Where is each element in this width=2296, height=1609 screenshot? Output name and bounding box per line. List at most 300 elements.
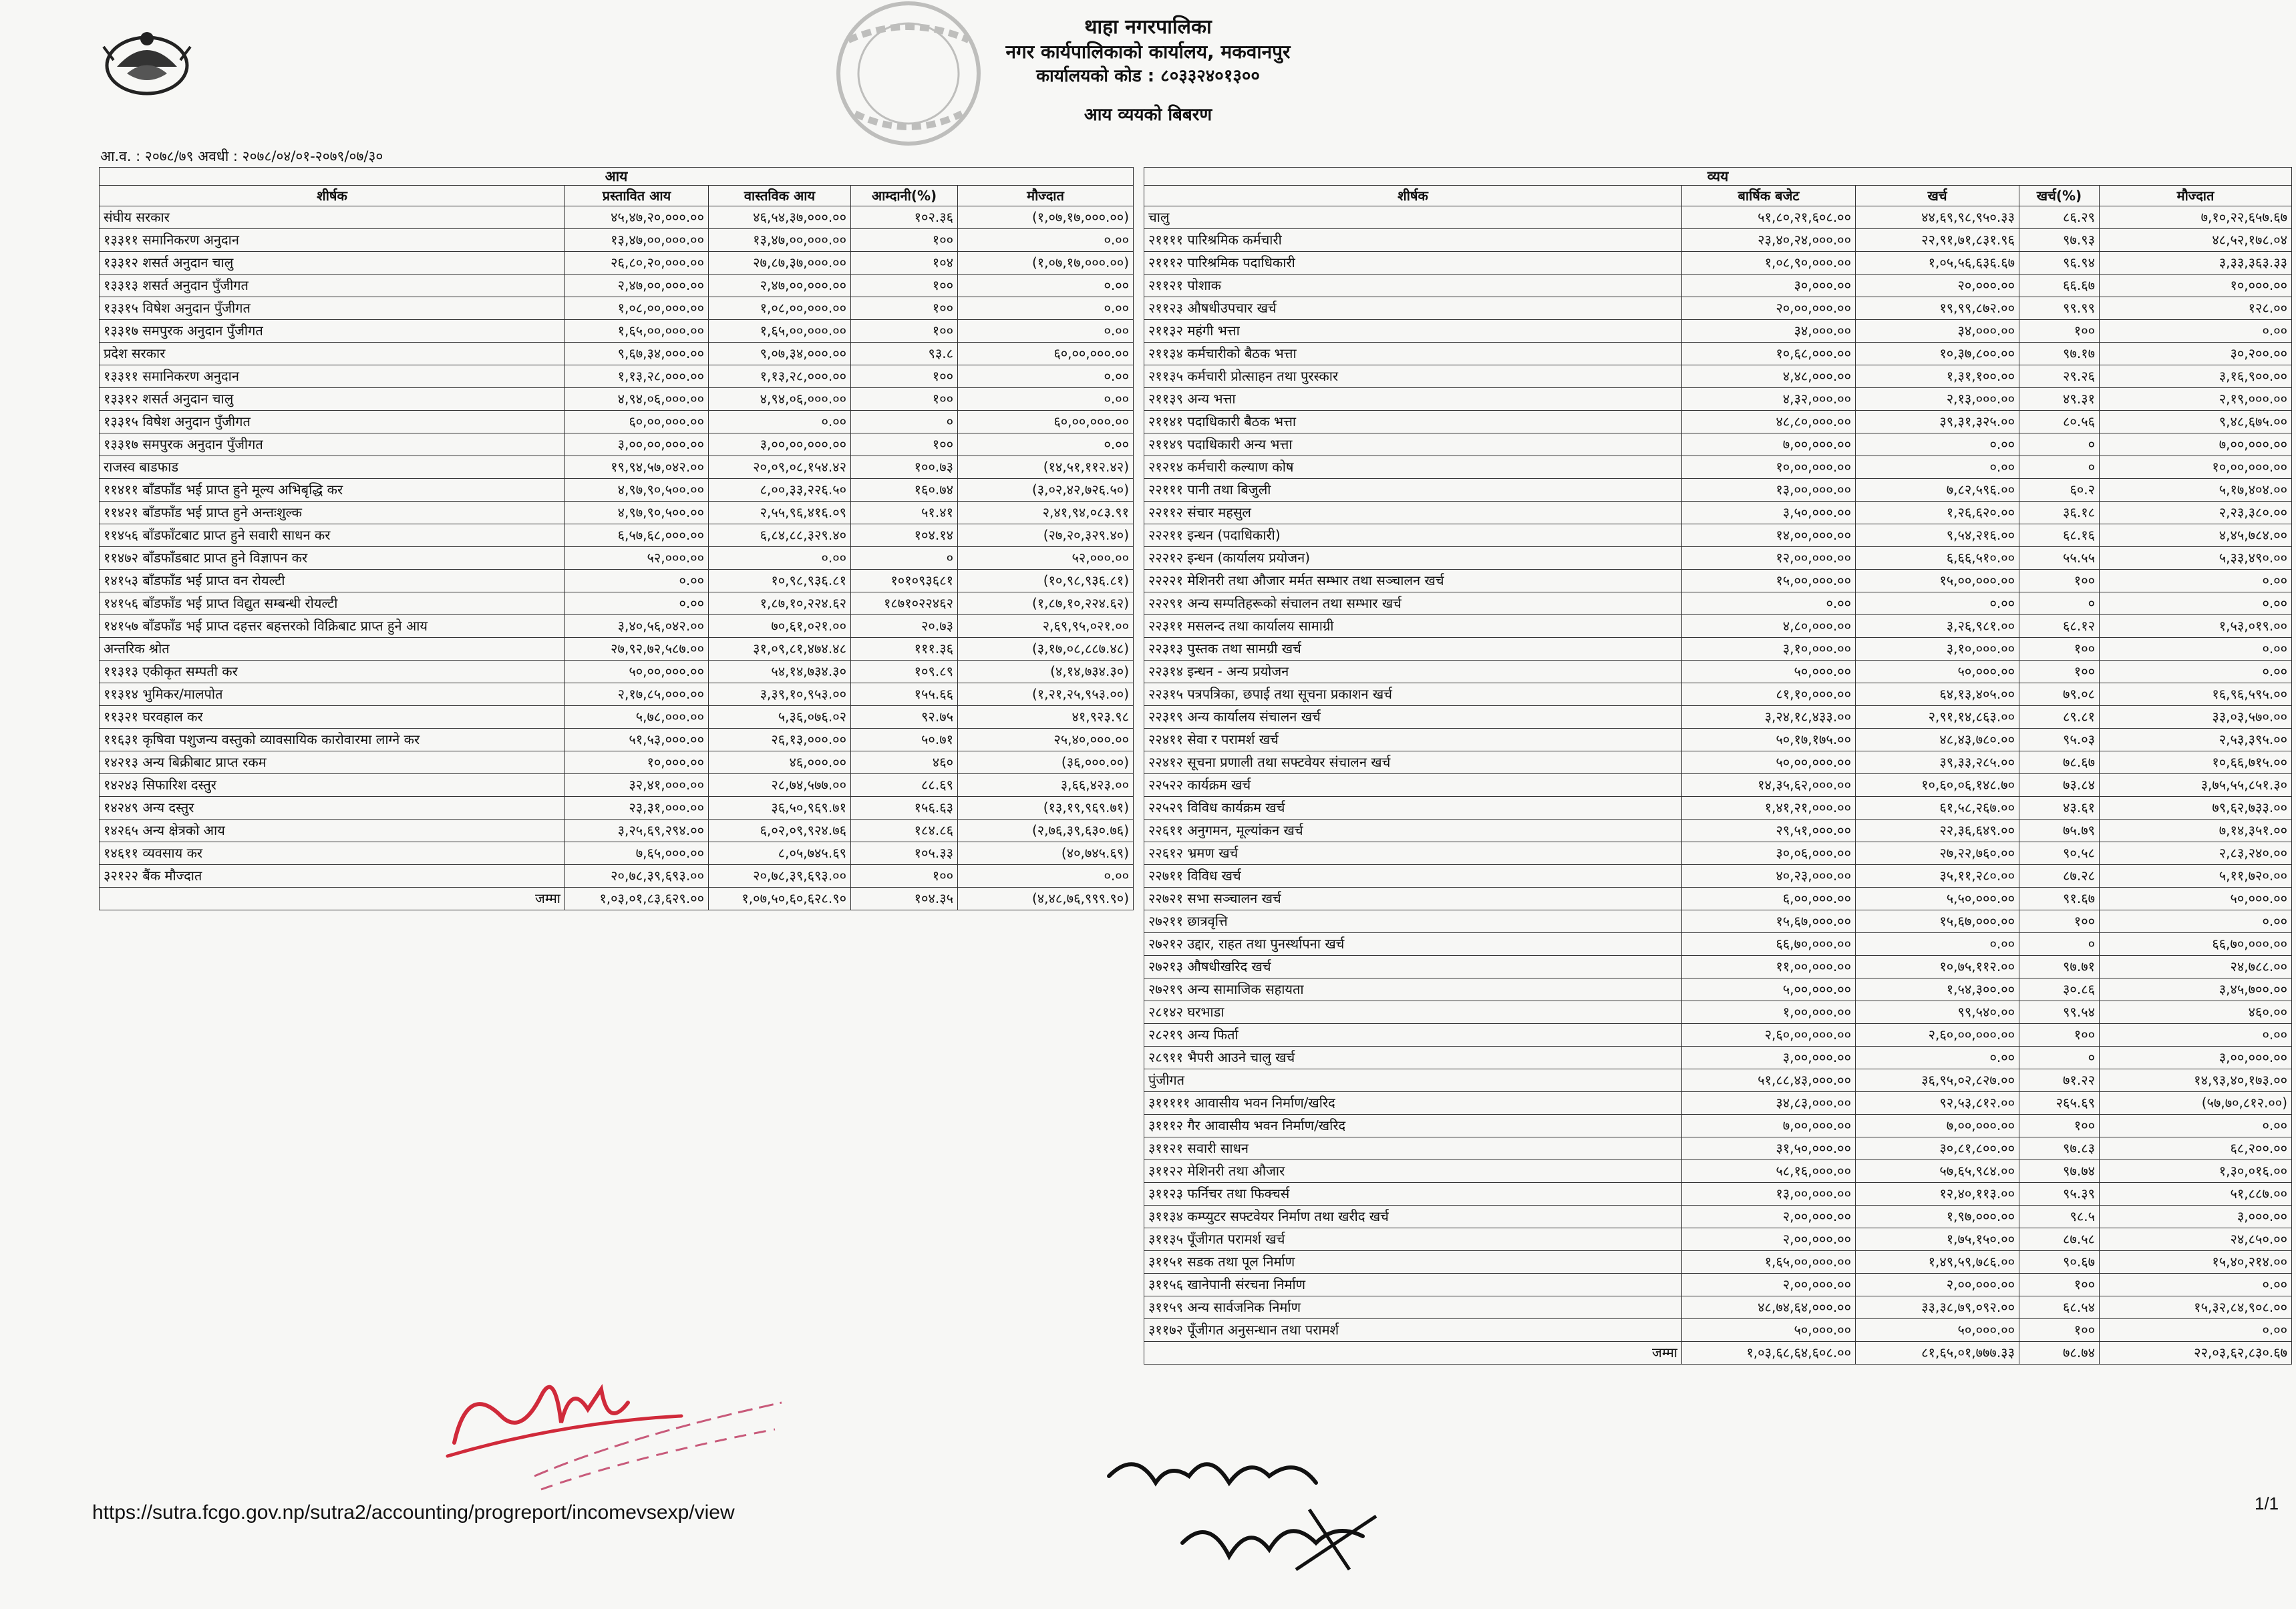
row-value: ९५.०३ — [2019, 729, 2100, 751]
row-value: २०,७८,३९,६९३.०० — [565, 865, 709, 888]
table-row — [100, 661, 1134, 683]
row-value: १११.३६ — [851, 638, 958, 661]
row-value: ०.०० — [1856, 933, 2019, 956]
row-title: २२३१४ इन्धन - अन्य प्रयोजन — [1144, 661, 1682, 683]
row-value: ९९.५४ — [2019, 1001, 2100, 1024]
total-cell: १०४.३५ — [851, 888, 958, 910]
table-row — [100, 365, 1134, 388]
row-value: १२,४०,११३.०० — [1856, 1183, 2019, 1206]
row-value: १०० — [851, 433, 958, 456]
row-value: २२,३६,६४९.०० — [1856, 820, 2019, 842]
table-row — [100, 297, 1134, 320]
table-row — [1144, 842, 2292, 865]
row-value: १५५.६६ — [851, 683, 958, 706]
row-value: ०.०० — [565, 592, 709, 615]
row-title: २२२१२ इन्धन (कार्यालय प्रयोजन) — [1144, 547, 1682, 570]
row-value: २,५५,९६,४१६.०९ — [709, 502, 851, 524]
table-row — [100, 865, 1134, 888]
row-value: २९,५१,०००.०० — [1682, 820, 1856, 842]
row-value: २,००,०००.०० — [1856, 1274, 2019, 1296]
row-value: १,२६,६२०.०० — [1856, 502, 2019, 524]
row-value: ३,२४,१८,४३३.०० — [1682, 706, 1856, 729]
row-title: २११४९ पदाधिकारी अन्य भत्ता — [1144, 433, 1682, 456]
row-value: १८७१०२२४६२ — [851, 592, 958, 615]
row-value: ०.०० — [1856, 456, 2019, 479]
row-value: ३,५०,०००.०० — [1682, 502, 1856, 524]
row-value: १६,९६,५९५.०० — [2100, 683, 2292, 706]
row-value: ३,२६,९८१.०० — [1856, 615, 2019, 638]
row-value: ४८,४३,७८०.०० — [1856, 729, 2019, 751]
table-row — [1144, 456, 2292, 479]
income-header-row — [100, 186, 1134, 206]
row-value: ३,१०,०००.०० — [1682, 638, 1856, 661]
row-value: ९,४८,६७५.०० — [2100, 411, 2292, 433]
row-value: १,८७,१०,२२४.६२ — [709, 592, 851, 615]
row-value: ९५.३९ — [2019, 1183, 2100, 1206]
row-value: १३,४७,००,०००.०० — [709, 229, 851, 252]
row-value: ० — [2019, 433, 2100, 456]
row-value: १०० — [2019, 638, 2100, 661]
row-value: ७,००,०००.०० — [1856, 1115, 2019, 1137]
row-value: २०,००,०००.०० — [1682, 297, 1856, 320]
table-row — [100, 729, 1134, 751]
row-value: ५१,५३,०००.०० — [565, 729, 709, 751]
row-value: १,६५,००,०००.०० — [565, 320, 709, 343]
table-row — [1144, 1274, 2292, 1296]
row-value: ७८.६७ — [2019, 751, 2100, 774]
row-value: ३,६६,४२३.०० — [958, 774, 1134, 797]
row-value: १,१३,२८,०००.०० — [709, 365, 851, 388]
row-value: १०० — [2019, 1024, 2100, 1047]
row-value: २,००,०००.०० — [1682, 1228, 1856, 1251]
column-header: प्रस्तावित आय — [565, 186, 709, 206]
row-value: ६,०२,०९,९२४.७६ — [709, 820, 851, 842]
row-value: ४,४५,७८४.०० — [2100, 524, 2292, 547]
row-title: ११३१४ भुमिकर/मालपोत — [100, 683, 565, 706]
row-value: ५४,१४,७३४.३० — [709, 661, 851, 683]
table-row — [1144, 524, 2292, 547]
row-title: २१११२ पारिश्रमिक पदाधिकारी — [1144, 252, 1682, 275]
row-value: ११,००,०००.०० — [1682, 956, 1856, 978]
row-value: १५,३२,८४,९०८.०० — [2100, 1296, 2292, 1319]
row-title: २२७११ विविध खर्च — [1144, 865, 1682, 888]
row-value: १३,००,०००.०० — [1682, 1183, 1856, 1206]
row-value: ३,४०,५६,०४२.०० — [565, 615, 709, 638]
row-value: ०.०० — [2100, 1319, 2292, 1342]
row-value: १०,००,०००.०० — [2100, 456, 2292, 479]
row-value: ३,७५,५५,८५१.३० — [2100, 774, 2292, 797]
row-value: १०० — [851, 297, 958, 320]
row-value: ५०,०००.०० — [1682, 1319, 1856, 1342]
total-cell: २२,०३,६२,८३०.६७ — [2100, 1342, 2292, 1365]
row-title: ३११२१ सवारी साधन — [1144, 1137, 1682, 1160]
table-row — [100, 683, 1134, 706]
table-row — [1144, 1183, 2292, 1206]
row-title: २११३२ महंगी भत्ता — [1144, 320, 1682, 343]
table-row — [1144, 297, 2292, 320]
row-value: ० — [2019, 456, 2100, 479]
row-title: ३११७२ पूँजीगत अनुसन्धान तथा परामर्श — [1144, 1319, 1682, 1342]
row-value: ०.०० — [709, 411, 851, 433]
row-value: ३०,२००.०० — [2100, 343, 2292, 365]
table-row — [1144, 729, 2292, 751]
row-value: ३,००,०००.०० — [1682, 1047, 1856, 1069]
row-value: ६६.६७ — [2019, 275, 2100, 297]
row-value: ३०,८१,८००.०० — [1856, 1137, 2019, 1160]
row-value: २,९१,१४,८६३.०० — [1856, 706, 2019, 729]
table-row — [100, 502, 1134, 524]
income-total-row — [100, 888, 1134, 910]
row-value: ७,१४,३५१.०० — [2100, 820, 2292, 842]
table-row — [1144, 1206, 2292, 1228]
row-value: ० — [2019, 933, 2100, 956]
table-row — [100, 592, 1134, 615]
row-value: २६,८०,२०,०००.०० — [565, 252, 709, 275]
row-title: १४२१३ अन्य बिक्रीबाट प्राप्त रकम — [100, 751, 565, 774]
row-value: ५,३६,०७६.०२ — [709, 706, 851, 729]
table-row — [100, 570, 1134, 592]
row-value: ४५,४७,२०,०००.०० — [565, 206, 709, 229]
row-value: (२७,२०,३२९.४०) — [958, 524, 1134, 547]
row-title: ३११५१ सडक तथा पूल निर्माण — [1144, 1251, 1682, 1274]
row-title: ११४७२ बाँडफाँडबाट प्राप्त हुने विज्ञापन कर — [100, 547, 565, 570]
row-value: १०,७५,११२.०० — [1856, 956, 2019, 978]
row-value: ०.०० — [2100, 1274, 2292, 1296]
row-value: ९३.८ — [851, 343, 958, 365]
row-value: ८,००,३३,२२६.५० — [709, 479, 851, 502]
row-title: ११४५६ बाँडफाँटबाट प्राप्त हुने सवारी साधन कर — [100, 524, 565, 547]
row-value: ०.०० — [958, 865, 1134, 888]
row-value: १०० — [851, 388, 958, 411]
row-value: १०० — [851, 275, 958, 297]
row-value: १०४ — [851, 252, 958, 275]
row-title: ११४२१ बाँडफाँड भई प्राप्त हुने अन्तःशुल्क — [100, 502, 565, 524]
table-row — [100, 411, 1134, 433]
row-value: ६४,१३,४०५.०० — [1856, 683, 2019, 706]
row-value: ०.०० — [2100, 1115, 2292, 1137]
row-value: २२,९१,७१,८३१.९६ — [1856, 229, 2019, 252]
row-value: ५५.५५ — [2019, 547, 2100, 570]
row-value: ३,१६,९००.०० — [2100, 365, 2292, 388]
row-value: ५०,०००.०० — [1856, 661, 2019, 683]
expense-total-row — [1144, 1342, 2292, 1365]
total-cell: १,०७,५०,६०,६२८.९० — [709, 888, 851, 910]
row-title: २२६१२ भ्रमण खर्च — [1144, 842, 1682, 865]
row-value: ६८.१२ — [2019, 615, 2100, 638]
row-value: (३,१७,०८,८८७.४८) — [958, 638, 1134, 661]
row-value: ५,३३,४९०.०० — [2100, 547, 2292, 570]
row-title: २८१४२ घरभाडा — [1144, 1001, 1682, 1024]
row-title: १४२६५ अन्य क्षेत्रको आय — [100, 820, 565, 842]
row-value: ३१,५०,०००.०० — [1682, 1137, 1856, 1160]
row-value: २,६०,००,०००.०० — [1682, 1024, 1856, 1047]
table-row — [100, 638, 1134, 661]
table-row — [100, 275, 1134, 297]
row-value: ० — [2019, 1047, 2100, 1069]
row-value: १५,४०,२१४.०० — [2100, 1251, 2292, 1274]
row-title: २११३५ कर्मचारी प्रोत्साहन तथा पुरस्कार — [1144, 365, 1682, 388]
row-title: २२१११ पानी तथा बिजुली — [1144, 479, 1682, 502]
row-value: ०.०० — [2100, 592, 2292, 615]
municipality-name: थाहा नगरपालिका — [1084, 15, 1212, 39]
row-value: १०० — [2019, 1319, 2100, 1342]
row-value: २९.२६ — [2019, 365, 2100, 388]
table-row — [1144, 365, 2292, 388]
total-cell: ७८.७४ — [2019, 1342, 2100, 1365]
row-value: (५७,७०,८१२.००) — [2100, 1092, 2292, 1115]
table-row — [100, 524, 1134, 547]
row-value: १०,६८,०००.०० — [1682, 343, 1856, 365]
row-value: ० — [2019, 592, 2100, 615]
row-value: ४,४८,०००.०० — [1682, 365, 1856, 388]
accountant-signature-icon — [428, 1343, 802, 1496]
table-row — [100, 206, 1134, 229]
table-row — [1144, 1160, 2292, 1183]
certification-signature-icon — [1096, 1436, 1396, 1603]
row-value: ८८.६९ — [851, 774, 958, 797]
row-value: ०.०० — [1856, 592, 2019, 615]
row-title: १३३१३ शसर्त अनुदान पुँजीगत — [100, 275, 565, 297]
row-title: २२२११ इन्धन (पदाधिकारी) — [1144, 524, 1682, 547]
table-row — [1144, 1228, 2292, 1251]
table-row — [1144, 774, 2292, 797]
row-value: २,२३,३८०.०० — [2100, 502, 2292, 524]
table-row — [1144, 797, 2292, 820]
row-title: २२३१९ अन्य कार्यालय संचालन खर्च — [1144, 706, 1682, 729]
row-value: ९८.५ — [2019, 1206, 2100, 1228]
row-value: ०.०० — [958, 320, 1134, 343]
row-value: ४८,५२,१७८.०४ — [2100, 229, 2292, 252]
table-row — [1144, 820, 2292, 842]
row-title: ३१११२ गैर आवासीय भवन निर्माण/खरिद — [1144, 1115, 1682, 1137]
row-value: २३,३१,०००.०० — [565, 797, 709, 820]
row-value: ४६०.०० — [2100, 1001, 2292, 1024]
row-value: २,८३,२४०.०० — [2100, 842, 2292, 865]
row-value: १,३१,१००.०० — [1856, 365, 2019, 388]
total-cell: १,०३,०१,८३,६२९.०० — [565, 888, 709, 910]
total-label: जम्मा — [100, 888, 565, 910]
expense-table — [1144, 167, 2292, 1365]
table-row — [1144, 1047, 2292, 1069]
row-title: २२४१२ सूचना प्रणाली तथा सफ्टवेयर संचालन खर्च — [1144, 751, 1682, 774]
row-value: ५१,८८,४३,०००.०० — [1682, 1069, 1856, 1092]
row-value: २,१७,८५,०००.०० — [565, 683, 709, 706]
row-title: ३११२३ फर्निचर तथा फिक्चर्स — [1144, 1183, 1682, 1206]
row-value: ४८,७४,६४,०००.०० — [1682, 1296, 1856, 1319]
row-title: ३११३४ कम्प्युटर सफ्टवेयर निर्माण तथा खरीद खर्च — [1144, 1206, 1682, 1228]
row-value: ८,०५,७४५.६९ — [709, 842, 851, 865]
table-row — [100, 547, 1134, 570]
table-row — [1144, 978, 2292, 1001]
row-value: १०० — [851, 320, 958, 343]
row-title: १४१५३ बाँडफाँड भई प्राप्त वन रोयल्टी — [100, 570, 565, 592]
row-value: १४,९३,४०,१७३.०० — [2100, 1069, 2292, 1092]
row-value: ०.०० — [2100, 638, 2292, 661]
table-row — [100, 388, 1134, 411]
row-value: ३४,८३,०००.०० — [1682, 1092, 1856, 1115]
row-title: २२७२१ सभा सञ्चालन खर्च — [1144, 888, 1682, 910]
column-header: शीर्षक — [100, 186, 565, 206]
row-value: (१,२१,२५,९५३.००) — [958, 683, 1134, 706]
income-table — [99, 167, 1134, 910]
row-value: ३९,३३,२८५.०० — [1856, 751, 2019, 774]
row-value: ३१,०९,८१,४७४.४८ — [709, 638, 851, 661]
row-value: २६,१३,०००.०० — [709, 729, 851, 751]
row-value: ५,११,७२०.०० — [2100, 865, 2292, 888]
row-title: राजस्व बाडफाड — [100, 456, 565, 479]
row-value: ५०,१७,१७५.०० — [1682, 729, 1856, 751]
row-value: ३३,३८,७९,०९२.०० — [1856, 1296, 2019, 1319]
income-section-title: आय — [100, 168, 1134, 186]
row-value: (१०,९८,९३६.८१) — [958, 570, 1134, 592]
row-value: ९,५४,२१६.०० — [1856, 524, 2019, 547]
table-row — [1144, 1069, 2292, 1092]
table-row — [1144, 1251, 2292, 1274]
row-value: ५०,००,०००.०० — [565, 661, 709, 683]
table-row — [1144, 229, 2292, 252]
row-value: ५०.७१ — [851, 729, 958, 751]
row-value: २,६९,९५,०२१.०० — [958, 615, 1134, 638]
row-title: २१२१४ कर्मचारी कल्याण कोष — [1144, 456, 1682, 479]
row-value: ९९,५४०.०० — [1856, 1001, 2019, 1024]
row-value: ७,१०,२२,६५७.६७ — [2100, 206, 2292, 229]
row-title: २२३११ मसलन्द तथा कार्यालय सामाग्री — [1144, 615, 1682, 638]
row-title: २२५२२ कार्यक्रम खर्च — [1144, 774, 1682, 797]
row-value: १,६५,००,०००.०० — [709, 320, 851, 343]
row-value: ३,३३,३६३.३३ — [2100, 252, 2292, 275]
row-value: ३,३९,१०,९५३.०० — [709, 683, 851, 706]
table-row — [100, 229, 1134, 252]
row-value: ०.०० — [958, 297, 1134, 320]
row-value: १५,००,०००.०० — [1856, 570, 2019, 592]
row-value: ४६,०००.०० — [709, 751, 851, 774]
row-value: १०१०९३६८१ — [851, 570, 958, 592]
row-title: २७२१२ उद्दार, राहत तथा पुनर्स्थापना खर्च — [1144, 933, 1682, 956]
row-title: १४१५६ बाँडफाँड भई प्राप्त विद्युत सम्बन्धी रोयल्टी — [100, 592, 565, 615]
row-title: २७२१३ औषधीखरिद खर्च — [1144, 956, 1682, 978]
row-value: २,४७,००,०००.०० — [565, 275, 709, 297]
table-row — [1144, 502, 2292, 524]
row-title: १४२४९ अन्य दस्तुर — [100, 797, 565, 820]
row-value: १०० — [2019, 1274, 2100, 1296]
row-value: १२,००,०००.०० — [1682, 547, 1856, 570]
row-value: १०० — [2019, 570, 2100, 592]
row-value: १०९.८९ — [851, 661, 958, 683]
total-cell: (४,४८,७६,९९९.९०) — [958, 888, 1134, 910]
row-value: ७५.७९ — [2019, 820, 2100, 842]
row-value: ०.०० — [958, 275, 1134, 297]
row-value: ९७.१७ — [2019, 343, 2100, 365]
row-value: ९०.५८ — [2019, 842, 2100, 865]
row-title: २२२२१ मेशिनरी तथा औजार मर्मत सम्भार तथा सञ्चालन खर्च — [1144, 570, 1682, 592]
row-value: ९७.९३ — [2019, 229, 2100, 252]
table-row — [1144, 638, 2292, 661]
table-row — [1144, 888, 2292, 910]
row-value: १९,९९,८७२.०० — [1856, 297, 2019, 320]
row-value: ५१,८८७.०० — [2100, 1183, 2292, 1206]
row-value: २,००,०००.०० — [1682, 1206, 1856, 1228]
row-value: ५०,०००.०० — [1682, 661, 1856, 683]
row-title: ११३१३ एकीकृत सम्पती कर — [100, 661, 565, 683]
table-row — [1144, 1024, 2292, 1047]
row-value: ३६,९५,०२,८२७.०० — [1856, 1069, 2019, 1092]
row-value: २४,८५०.०० — [2100, 1228, 2292, 1251]
row-value: ० — [851, 547, 958, 570]
table-row — [1144, 933, 2292, 956]
row-value: ७,००,०००.०० — [2100, 433, 2292, 456]
row-value: (४०,७४५.६९) — [958, 842, 1134, 865]
row-value: १०,३७,८००.०० — [1856, 343, 2019, 365]
row-value: ५७,६५,९८४.०० — [1856, 1160, 2019, 1183]
row-value: ३,१०,०००.०० — [1856, 638, 2019, 661]
row-value: ४६० — [851, 751, 958, 774]
table-row — [100, 774, 1134, 797]
row-value: ७३.८४ — [2019, 774, 2100, 797]
row-title: १४२४३ सिफारिश दस्तुर — [100, 774, 565, 797]
row-value: २,६०,००,०००.०० — [1856, 1024, 2019, 1047]
table-row — [1144, 910, 2292, 933]
row-title: १४१५७ बाँडफाँड भई प्राप्त दहत्तर बहत्तरको विक्रिबाट प्राप्त हुने आय — [100, 615, 565, 638]
row-value: ६८.५४ — [2019, 1296, 2100, 1319]
office-name: नगर कार्यपालिकाको कार्यालय, मकवानपुर — [1005, 41, 1291, 63]
row-value: २०.७३ — [851, 615, 958, 638]
row-value: ८०.५६ — [2019, 411, 2100, 433]
table-row — [100, 751, 1134, 774]
table-row — [1144, 1001, 2292, 1024]
row-value: १,४१,२१,०००.०० — [1682, 797, 1856, 820]
row-value: २७,२२,७६०.०० — [1856, 842, 2019, 865]
table-row — [100, 615, 1134, 638]
row-title: २७२११ छात्रवृत्ति — [1144, 910, 1682, 933]
row-value: ०.०० — [1856, 433, 2019, 456]
row-value: १५,६७,०००.०० — [1682, 910, 1856, 933]
row-title: १३३१२ शसर्त अनुदान चालु — [100, 388, 565, 411]
row-value: ९,०७,३४,०००.०० — [709, 343, 851, 365]
row-value: ६६,७०,०००.०० — [2100, 933, 2292, 956]
expense-section-title: व्यय — [1144, 168, 2292, 186]
row-value: ३३,०३,५७०.०० — [2100, 706, 2292, 729]
table-row — [1144, 1296, 2292, 1319]
row-value: ४०,२३,०००.०० — [1682, 865, 1856, 888]
row-value: ६०.२ — [2019, 479, 2100, 502]
row-value: १०० — [2019, 910, 2100, 933]
table-row — [1144, 1137, 2292, 1160]
row-title: प्रदेश सरकार — [100, 343, 565, 365]
column-header: मौज्दात — [2100, 186, 2292, 206]
row-title: २२३१५ पत्रपत्रिका, छपाई तथा सूचना प्रकाशन खर्च — [1144, 683, 1682, 706]
table-row — [1144, 570, 2292, 592]
row-value: ७,००,०००.०० — [1682, 433, 1856, 456]
total-cell: १,०३,६८,६४,६०८.०० — [1682, 1342, 1856, 1365]
column-header: आम्दानी(%) — [851, 186, 958, 206]
row-value: १९,९४,५७,०४२.०० — [565, 456, 709, 479]
table-row — [100, 820, 1134, 842]
row-value: १५,६७,०००.०० — [1856, 910, 2019, 933]
row-value: (१३,१९,९६९.७१) — [958, 797, 1134, 820]
column-header: मौज्दात — [958, 186, 1134, 206]
row-value: ५०,०००.०० — [2100, 888, 2292, 910]
row-value: २,४१,९४,०८३.९१ — [958, 502, 1134, 524]
table-row — [100, 320, 1134, 343]
row-value: ३४,०००.०० — [1856, 320, 2019, 343]
row-title: पुंजीगत — [1144, 1069, 1682, 1092]
column-header: खर्च — [1856, 186, 2019, 206]
row-value: १०,००,०००.०० — [1682, 456, 1856, 479]
table-row — [100, 456, 1134, 479]
row-value: १,७५,१५०.०० — [1856, 1228, 2019, 1251]
row-title: २२२९१ अन्य सम्पतिहरूको संचालन तथा सम्भार खर्च — [1144, 592, 1682, 615]
page-number: 1/1 — [2255, 1493, 2279, 1513]
